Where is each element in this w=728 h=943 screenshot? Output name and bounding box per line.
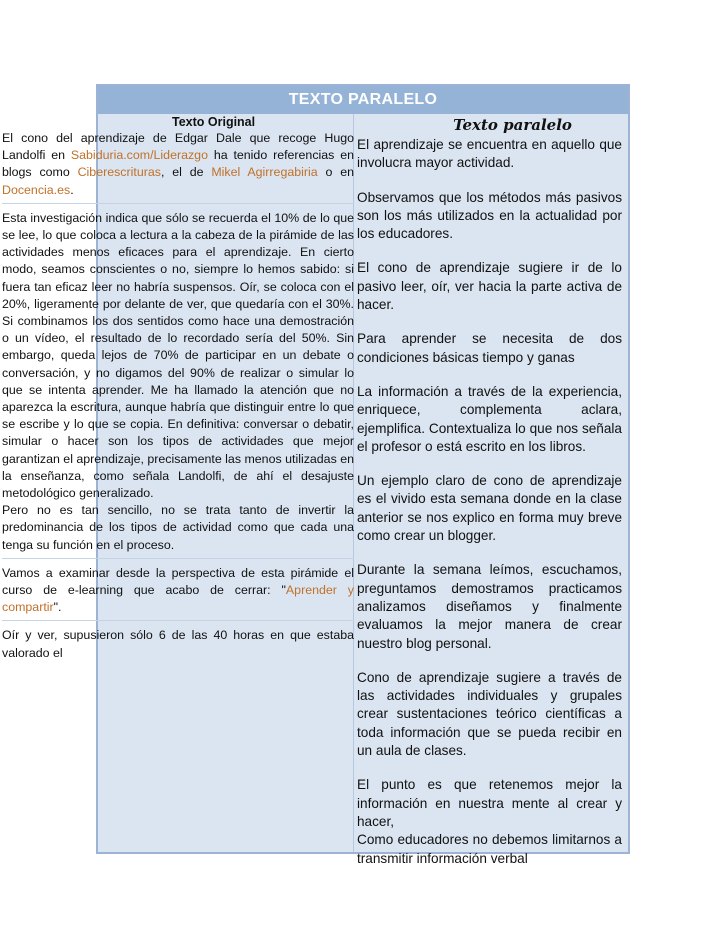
parallel-paragraph: Cono de aprendizaje sugiere a través de las actividades individuales y grupales crear sustentaciones teórico científicas a toda información que se pueda recibir en un aula de clases. xyxy=(357,669,622,759)
reference-link[interactable]: Aprender y compartir xyxy=(2,583,354,615)
paragraph-text: El cono del aprendizaje de Edgar Dale que recoge Hugo Landolfi en xyxy=(2,131,354,163)
parallel-paragraph: Como educadores no debemos limitarnos a transmitir información verbal xyxy=(357,832,622,866)
parallel-paragraph: El cono de aprendizaje sugiere ir de lo pasivo leer, oír, ver hacia la parte activa de hacer. xyxy=(357,260,622,313)
original-text-body xyxy=(2,130,354,662)
original-paragraph xyxy=(2,620,354,661)
reference-link[interactable]: Ciberescrituras xyxy=(77,165,161,180)
parallel-text-table xyxy=(2,84,630,866)
original-paragraph xyxy=(2,558,354,617)
table-title: TEXTO PARALELO xyxy=(98,86,628,114)
original-paragraph xyxy=(2,502,354,554)
paragraph-text: o en xyxy=(317,165,355,180)
reference-link[interactable]: Mikel Agirregabiria xyxy=(211,165,318,180)
paragraph-text: Vamos a examinar desde la perspectiva de esta pirámide el curso de e-learning que acabo de cerrar: " xyxy=(2,565,354,598)
paragraph-text: , el de xyxy=(160,165,212,180)
parallel-paragraph: La información a través de la experiencia, enriquece, complementa aclara, ejemplifica. Contextualiza lo que nos señala el profesor o está escrito en los libros. xyxy=(357,383,622,454)
parallel-paragraph: El aprendizaje se encuentra en aquello que involucra mayor actividad. xyxy=(357,137,622,171)
paragraph-text: Oír y ver, supusieron sólo 6 de las 40 horas en que estaba valorado el xyxy=(2,628,354,660)
paragraph-text: ha tenido referencias en blogs como xyxy=(2,148,354,180)
paragraph-text: Pero no es tan sencillo, no se trata tanto de invertir la predominancia de los tipos de actividad como que cada una tenga su función en el proceso. xyxy=(2,503,354,552)
parallel-text-body xyxy=(357,136,628,868)
reference-link[interactable]: Sabiduria.com/Liderazgo xyxy=(70,148,208,163)
parallel-paragraph: El punto es que retenemos mejor la información en nuestra mente al crear y hacer, xyxy=(357,777,622,829)
parallel-text-column xyxy=(357,114,628,866)
paragraph-text: ". xyxy=(53,600,62,615)
original-text-column xyxy=(2,114,355,852)
parallel-paragraph: Para aprender se necesita de dos condiciones básicas tiempo y ganas xyxy=(357,331,622,365)
reference-link[interactable]: Docencia.es xyxy=(2,182,71,197)
original-paragraph xyxy=(2,130,354,199)
parallel-paragraph: Un ejemplo claro de cono de aprendizaje es el vivido esta semana donde en la clase anterior se nos explico en forma muy breve como crear un blogger. xyxy=(357,473,622,544)
paragraph-text: Esta investigación indica que sólo se recuerda el 10% de lo que se lee, lo que coloca a lectura a la cabeza de la pirámide de las actividades menos eficaces para el aprendizaje. En cierto modo, seamos conscientes o no, siempre lo hemos sabido: si fuera tan eficaz leer no habría suspensos. Oír, se coloca con el 20%, ligeramente por delante de ver, que quedaría con el 30%. Si combinamos los dos sentidos como hace una demostración o un vídeo, el resultado de lo recordado sería del 50%. Sin embargo, queda lejos de 70% de participar en un debate o conversación, y no digamos del 90% de realizar o simular lo que se intenta aprender. Me ha llamado la atención que no aparezca la escritura, aunque habría que distinguir entre lo que se escribe y lo que se copia. En definitiva: conversar o debatir, simular o hacer son los tipos de actividades que mejor garantizan el aprendizaje, precisamente las menos utilizadas en la enseñanza, como señala Landolfi, de ahí el desajuste metodológico generalizado. xyxy=(2,210,354,501)
original-paragraph xyxy=(2,203,354,502)
paragraph-text: . xyxy=(70,182,74,197)
parallel-paragraph: Durante la semana leímos, escuchamos, preguntamos demostramos practicamos analizamos diseñamos y finalmente evaluamos la mejor manera de crear nuestro blog personal. xyxy=(357,562,622,651)
parallel-paragraph: Observamos que los métodos más pasivos son los más utilizados en la actualidad por los educadores. xyxy=(357,189,622,242)
parallel-text-heading: Texto paralelo xyxy=(453,116,572,134)
original-text-heading: Texto Original xyxy=(172,115,256,129)
